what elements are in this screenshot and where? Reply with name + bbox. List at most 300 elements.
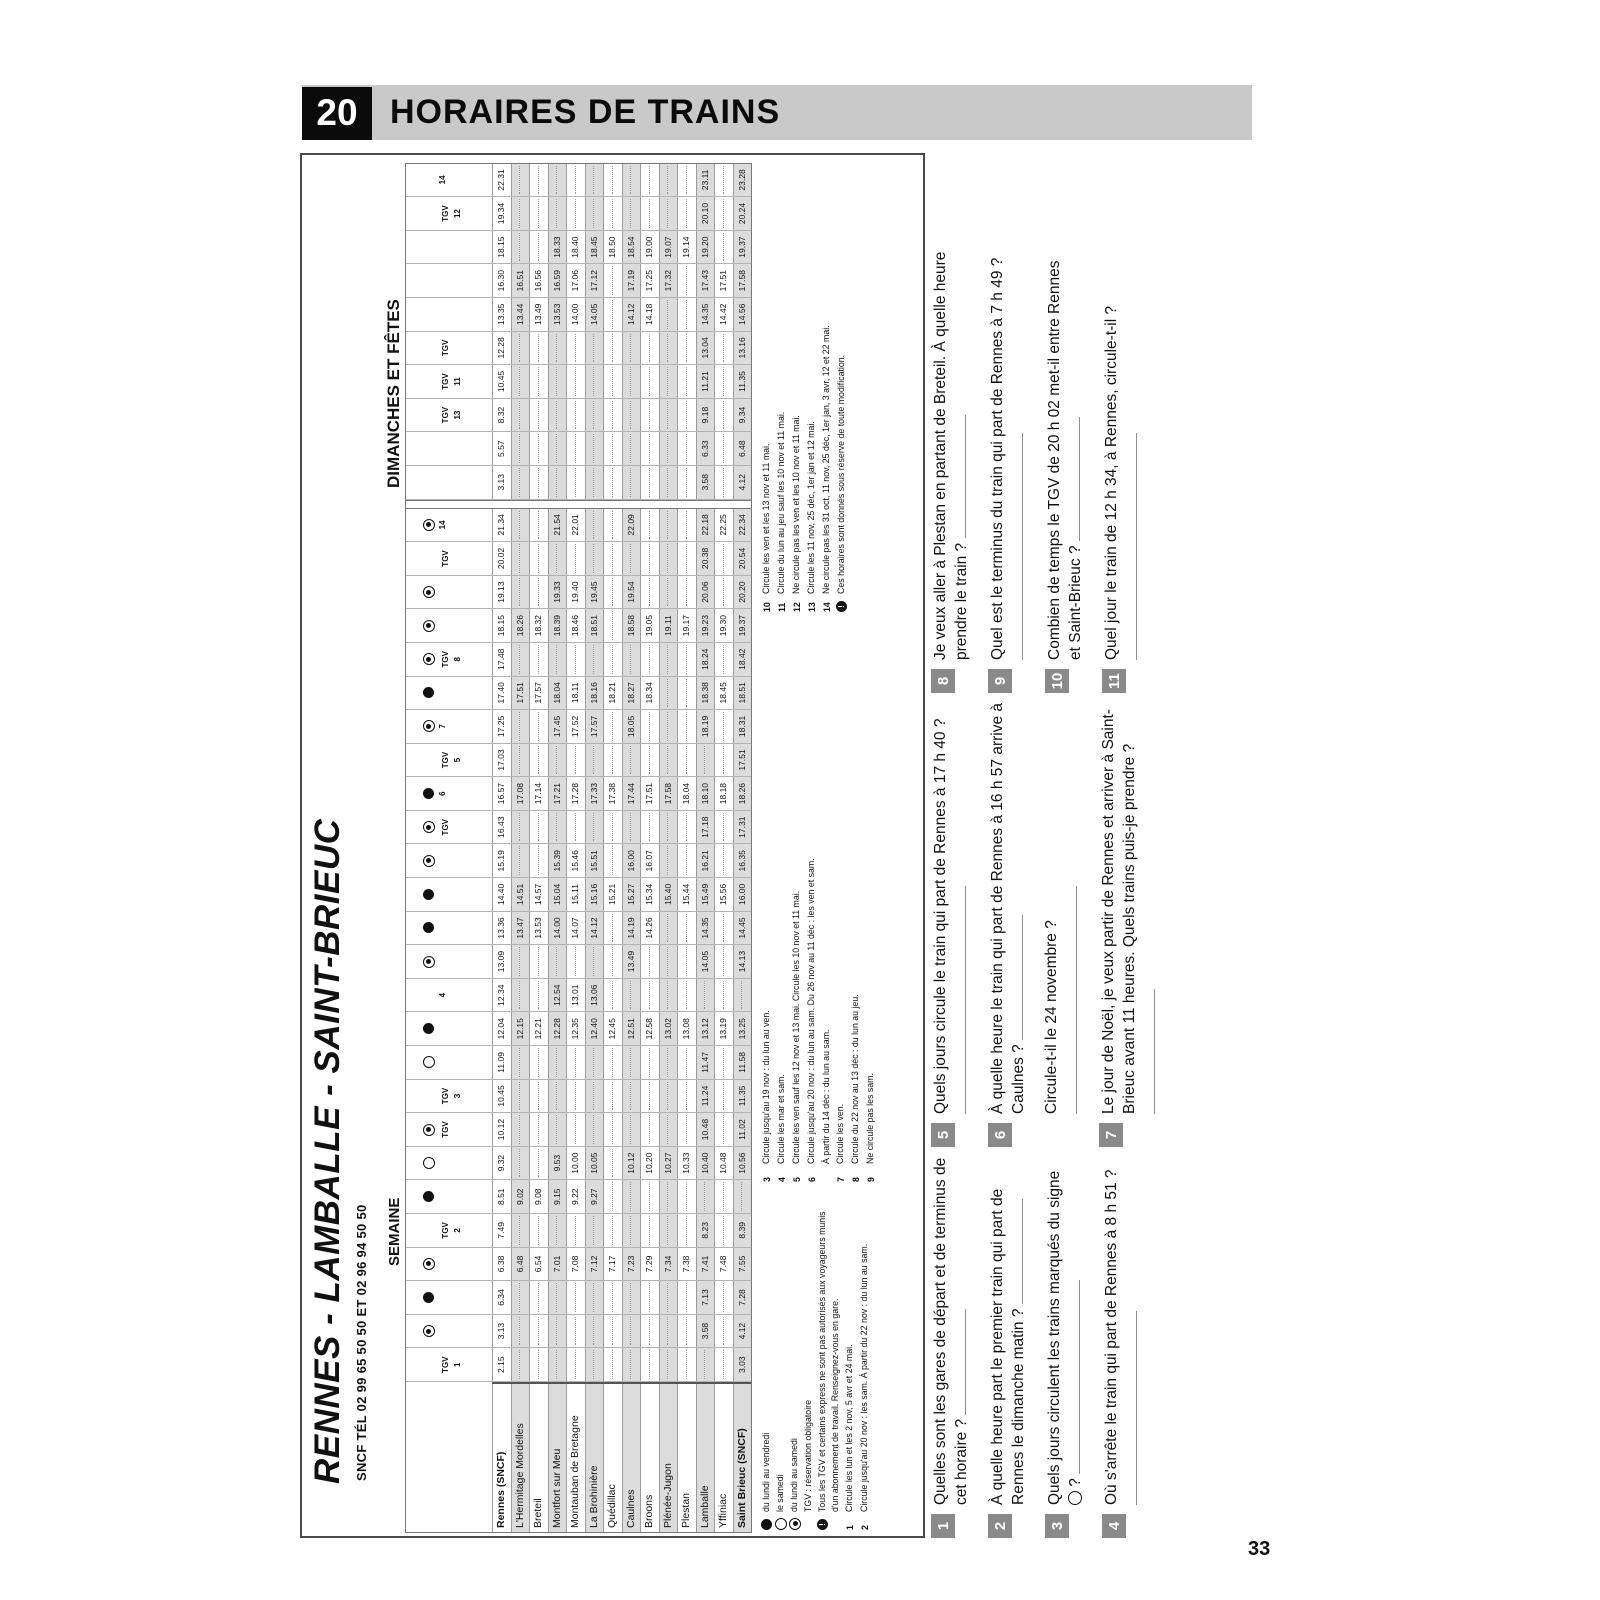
time-cell bbox=[603, 845, 622, 879]
legend-item bbox=[774, 1196, 787, 1530]
legend-text: Circule du lun au jeu sauf les 10 nov et 11 mai. bbox=[776, 411, 786, 594]
answer-line bbox=[1141, 990, 1155, 1115]
answer-line bbox=[1009, 433, 1023, 660]
column-symbol bbox=[422, 653, 435, 665]
station-name: Yffiniac bbox=[714, 1382, 733, 1532]
time-cell: 12.51 bbox=[622, 1012, 641, 1046]
question-text: Circule-t-il le 24 novembre ? bbox=[1041, 699, 1083, 1114]
time-cell bbox=[585, 1315, 604, 1349]
time-cell: 16.00 bbox=[733, 878, 752, 912]
filled-circle-icon bbox=[423, 788, 434, 799]
legend-text: Circule du 22 nov au 13 déc : du lun au jeu. bbox=[850, 994, 860, 1164]
legend-item bbox=[816, 1196, 842, 1530]
legend-item bbox=[790, 620, 804, 1182]
train-column-header bbox=[406, 332, 492, 366]
time-cell bbox=[640, 164, 659, 198]
question-item bbox=[987, 699, 1083, 1147]
time-cell: 7.55 bbox=[733, 1248, 752, 1282]
page-number: 33 bbox=[1248, 1538, 1271, 1560]
time-cell bbox=[603, 1046, 622, 1080]
time-cell: 2.15 bbox=[492, 1348, 511, 1382]
time-cell: 13.06 bbox=[585, 979, 604, 1013]
time-cell: 12.54 bbox=[548, 979, 567, 1013]
time-cell: 18.11 bbox=[566, 677, 585, 711]
legend-item bbox=[760, 160, 774, 612]
time-cell: 14.13 bbox=[733, 945, 752, 979]
filled-circle-icon bbox=[423, 1292, 434, 1303]
time-cell bbox=[548, 365, 567, 399]
time-cell bbox=[548, 811, 567, 845]
time-cell: 18.34 bbox=[640, 677, 659, 711]
time-cell: 3.03 bbox=[733, 1348, 752, 1382]
time-cell bbox=[566, 1046, 585, 1080]
time-cell bbox=[622, 979, 641, 1013]
time-cell bbox=[529, 1315, 548, 1349]
time-cell: 7.41 bbox=[696, 1248, 715, 1282]
time-cell bbox=[659, 1046, 678, 1080]
time-cell: 15.34 bbox=[640, 878, 659, 912]
time-cell: 12.45 bbox=[603, 1012, 622, 1046]
time-cell: 10.12 bbox=[492, 1113, 511, 1147]
time-cell: 3.13 bbox=[492, 466, 511, 500]
time-cell bbox=[659, 399, 678, 433]
question-item bbox=[1044, 1153, 1086, 1538]
time-cell: 18.10 bbox=[696, 777, 715, 811]
time-cell: 18.50 bbox=[603, 231, 622, 265]
time-cell: 10.45 bbox=[492, 1080, 511, 1114]
time-cell: 14.05 bbox=[696, 945, 715, 979]
legend-item bbox=[760, 1196, 773, 1530]
time-cell: 14.19 bbox=[622, 912, 641, 946]
legend-symbols bbox=[760, 1196, 873, 1530]
question-item bbox=[1098, 699, 1161, 1147]
time-cell bbox=[622, 164, 641, 198]
legend-key bbox=[760, 1512, 772, 1530]
question-body bbox=[1044, 247, 1086, 660]
time-cell bbox=[622, 643, 641, 677]
train-column-header bbox=[406, 164, 492, 198]
time-cell bbox=[677, 1315, 696, 1349]
answer-line bbox=[952, 886, 966, 1114]
question-number-badge: 11 bbox=[1102, 669, 1126, 693]
time-cell: 11.35 bbox=[733, 365, 752, 399]
time-cell: 10.56 bbox=[733, 1147, 752, 1181]
time-cell bbox=[622, 1315, 641, 1349]
question-body bbox=[1098, 699, 1161, 1114]
time-cell: 13.44 bbox=[511, 298, 530, 332]
column-footnote-number: 13 bbox=[453, 410, 462, 420]
legend-text: TGV : réservation obligatoire bbox=[803, 1400, 813, 1512]
time-cell bbox=[603, 643, 622, 677]
time-cell bbox=[566, 466, 585, 500]
question-body bbox=[987, 247, 1029, 660]
question-text: Quel est le terminus du train qui part de Rennes à 7 h 49 ? bbox=[987, 247, 1029, 660]
time-cell: 7.08 bbox=[566, 1248, 585, 1282]
question-item bbox=[987, 247, 1029, 693]
station-name: Montauban de Bretagne bbox=[566, 1382, 585, 1532]
legend-text: Circule les ven et les 13 nov et 11 mai. bbox=[761, 443, 771, 594]
time-cell bbox=[585, 509, 604, 543]
time-cell bbox=[640, 332, 659, 366]
time-cell: 11.09 bbox=[492, 1046, 511, 1080]
time-cell: 19.54 bbox=[622, 576, 641, 610]
time-cell: 7.01 bbox=[548, 1248, 567, 1282]
time-cell: 18.16 bbox=[585, 677, 604, 711]
time-cell bbox=[511, 432, 530, 466]
time-cell: 17.40 bbox=[492, 677, 511, 711]
time-cell: 7.17 bbox=[603, 1248, 622, 1282]
time-cell bbox=[696, 744, 715, 778]
time-cell bbox=[511, 945, 530, 979]
train-column-header bbox=[406, 845, 492, 879]
question-number-badge: 5 bbox=[931, 1123, 955, 1147]
time-cell: 22.25 bbox=[714, 509, 733, 543]
legend-text: Circule les lun et les 2 nov, 5 avr et 24 mai. bbox=[844, 1344, 854, 1512]
legend-item bbox=[849, 620, 863, 1182]
question-text: Quel jour le train de 12 h 34, à Rennes, circule-t-il ? bbox=[1101, 247, 1143, 660]
time-cell: 6.54 bbox=[529, 1248, 548, 1282]
legend-text: À partir du 14 déc : du lun au sam. bbox=[821, 1029, 831, 1164]
time-cell bbox=[659, 811, 678, 845]
time-cell: 18.04 bbox=[548, 677, 567, 711]
train-type-label: TGV bbox=[441, 1222, 450, 1239]
legend-text: Circule les mar et sam. bbox=[776, 1074, 786, 1164]
time-cell: 5.57 bbox=[492, 432, 511, 466]
column-footnote-number: 1 bbox=[453, 1362, 462, 1367]
time-cell: 7.48 bbox=[714, 1248, 733, 1282]
time-cell bbox=[640, 466, 659, 500]
time-cell bbox=[603, 365, 622, 399]
time-cell: 19.13 bbox=[492, 576, 511, 610]
time-cell bbox=[548, 1281, 567, 1315]
time-cell bbox=[529, 945, 548, 979]
time-cell: 19.30 bbox=[714, 609, 733, 643]
answer-line bbox=[1123, 433, 1137, 660]
time-cell bbox=[511, 231, 530, 265]
answer-line bbox=[1123, 1311, 1137, 1505]
legend-text: Ne circule pas les ven et les 10 nov et 11 mai. bbox=[791, 415, 801, 594]
bull-circle-icon bbox=[423, 1124, 435, 1136]
time-cell bbox=[714, 1214, 733, 1248]
bull-circle-icon bbox=[423, 821, 435, 833]
train-column-header bbox=[406, 1214, 492, 1248]
time-cell: 9.15 bbox=[548, 1180, 567, 1214]
bull-circle-icon bbox=[423, 1258, 435, 1270]
week-section-label: SEMAINE bbox=[386, 1197, 403, 1266]
time-cell: 10.45 bbox=[492, 365, 511, 399]
time-cell bbox=[640, 1180, 659, 1214]
time-cell bbox=[640, 432, 659, 466]
time-cell bbox=[714, 231, 733, 265]
time-cell bbox=[659, 365, 678, 399]
filled-circle-icon bbox=[423, 889, 434, 900]
time-cell: 17.51 bbox=[733, 744, 752, 778]
time-cell bbox=[733, 979, 752, 1013]
time-cell: 15.04 bbox=[548, 878, 567, 912]
time-cell: 17.18 bbox=[696, 811, 715, 845]
time-cell bbox=[548, 1113, 567, 1147]
train-type-label: TGV bbox=[441, 1356, 450, 1373]
time-cell: 7.38 bbox=[677, 1248, 696, 1282]
time-cell bbox=[529, 1281, 548, 1315]
question-item bbox=[1101, 247, 1143, 693]
train-column-header bbox=[406, 231, 492, 265]
time-cell bbox=[529, 979, 548, 1013]
chapter-header-bar bbox=[302, 85, 1252, 140]
time-cell bbox=[585, 399, 604, 433]
time-cell bbox=[640, 1214, 659, 1248]
bull-circle-icon bbox=[423, 855, 435, 867]
column-footnote-number: 5 bbox=[453, 757, 462, 763]
sunday-section-label: DIMANCHES ET FÊTES bbox=[384, 299, 403, 488]
time-cell bbox=[566, 399, 585, 433]
train-column-header bbox=[406, 399, 492, 433]
time-cell bbox=[566, 197, 585, 231]
time-cell bbox=[659, 332, 678, 366]
time-cell: 6.48 bbox=[733, 432, 752, 466]
legend-key: 11 bbox=[777, 602, 787, 612]
time-cell bbox=[529, 509, 548, 543]
time-cell: 4.12 bbox=[733, 466, 752, 500]
train-column-header bbox=[406, 1147, 492, 1181]
time-cell: 16.21 bbox=[696, 845, 715, 879]
time-cell bbox=[659, 509, 678, 543]
time-cell bbox=[511, 1348, 530, 1382]
time-cell: 12.35 bbox=[566, 1012, 585, 1046]
time-cell bbox=[566, 365, 585, 399]
time-cell bbox=[640, 1080, 659, 1114]
time-cell bbox=[548, 1315, 567, 1349]
train-column-header bbox=[406, 1248, 492, 1282]
question-text: Le jour de Noël, je veux partir de Rennes et arriver à Saint-Brieuc avant 11 heures. Quels trains puis-je prendre ? bbox=[1098, 699, 1161, 1114]
station-name: Lamballe bbox=[696, 1382, 715, 1532]
filled-circle-icon bbox=[423, 922, 434, 933]
time-cell: 13.53 bbox=[529, 912, 548, 946]
time-cell: 18.26 bbox=[733, 777, 752, 811]
legend-text: Tous les TGV et certains express ne sont pas autorisés aux voyageurs munis d'un abonnement de travail. Renseignez-vous en gare. bbox=[817, 1211, 840, 1512]
time-cell: 11.58 bbox=[733, 1046, 752, 1080]
station-name: La Brohinière bbox=[585, 1382, 604, 1532]
question-item bbox=[987, 1153, 1029, 1538]
time-cell bbox=[677, 677, 696, 711]
station-name: Breteil bbox=[529, 1382, 548, 1532]
time-cell bbox=[511, 1113, 530, 1147]
time-cell: 19.45 bbox=[585, 576, 604, 610]
time-cell: 18.42 bbox=[733, 643, 752, 677]
time-cell: 15.11 bbox=[566, 878, 585, 912]
time-cell bbox=[566, 164, 585, 198]
time-cell bbox=[566, 542, 585, 576]
legend-item bbox=[820, 160, 834, 612]
train-column-header bbox=[406, 677, 492, 711]
time-cell: 19.14 bbox=[677, 231, 696, 265]
time-cell: 14.57 bbox=[529, 878, 548, 912]
time-cell bbox=[659, 945, 678, 979]
time-cell: 12.04 bbox=[492, 1012, 511, 1046]
time-cell bbox=[622, 1281, 641, 1315]
time-cell: 7.28 bbox=[733, 1281, 752, 1315]
time-cell bbox=[659, 643, 678, 677]
station-name: Saint Brieuc (SNCF) bbox=[733, 1382, 752, 1532]
question-body bbox=[1101, 247, 1143, 660]
legend-key: 1 bbox=[845, 1525, 855, 1530]
time-cell bbox=[511, 399, 530, 433]
time-cell bbox=[622, 1180, 641, 1214]
time-cell bbox=[585, 1046, 604, 1080]
question-body bbox=[930, 1153, 972, 1505]
time-cell bbox=[511, 164, 530, 198]
timetable-panel bbox=[300, 153, 925, 1538]
answer-line bbox=[1066, 1280, 1080, 1474]
legend-key: 5 bbox=[792, 1177, 802, 1182]
time-cell bbox=[529, 231, 548, 265]
time-cell: 14.26 bbox=[640, 912, 659, 946]
legend-text: du lundi au vendredi bbox=[761, 1432, 771, 1512]
time-cell bbox=[640, 710, 659, 744]
time-cell bbox=[603, 298, 622, 332]
time-cell bbox=[714, 744, 733, 778]
legend-key bbox=[820, 1164, 821, 1182]
time-cell: 17.14 bbox=[529, 777, 548, 811]
time-cell: 19.20 bbox=[696, 231, 715, 265]
question-number-badge: 4 bbox=[1102, 1514, 1126, 1538]
timetable-subtitle: SNCF TÉL 02 99 65 50 50 ET 02 96 94 50 50 bbox=[354, 1204, 369, 1481]
time-cell bbox=[677, 509, 696, 543]
column-footnote-number: 14 bbox=[438, 175, 447, 185]
time-cell bbox=[640, 979, 659, 1013]
open-circle-icon bbox=[775, 1518, 787, 1530]
train-type-label: TGV bbox=[441, 373, 450, 390]
column-footnote-number: 3 bbox=[453, 1093, 462, 1099]
time-cell bbox=[714, 643, 733, 677]
time-cell: 19.40 bbox=[566, 576, 585, 610]
train-column-header bbox=[406, 542, 492, 576]
time-cell bbox=[585, 466, 604, 500]
time-cell: 17.25 bbox=[640, 264, 659, 298]
question-text: Je veux aller à Plestan en partant de Breteil. À quelle heure prendre le train ? bbox=[932, 251, 970, 660]
time-cell bbox=[677, 542, 696, 576]
column-symbol bbox=[422, 1325, 435, 1337]
time-cell bbox=[659, 164, 678, 198]
time-cell bbox=[714, 1113, 733, 1147]
open-circle-icon bbox=[423, 1056, 435, 1068]
time-cell bbox=[585, 945, 604, 979]
time-cell: 18.18 bbox=[714, 777, 733, 811]
time-cell bbox=[677, 576, 696, 610]
time-cell bbox=[640, 576, 659, 610]
train-column-header bbox=[406, 264, 492, 298]
time-cell bbox=[677, 643, 696, 677]
time-cell: 8.32 bbox=[492, 399, 511, 433]
train-type-label: TGV bbox=[441, 1121, 450, 1138]
time-cell bbox=[640, 399, 659, 433]
time-cell: 17.12 bbox=[585, 264, 604, 298]
time-cell bbox=[603, 264, 622, 298]
time-cell bbox=[622, 399, 641, 433]
time-cell: 6.34 bbox=[492, 1281, 511, 1315]
bull-circle-icon bbox=[423, 620, 435, 632]
time-cell: 18.04 bbox=[677, 777, 696, 811]
time-cell: 15.46 bbox=[566, 845, 585, 879]
time-cell bbox=[529, 744, 548, 778]
time-cell: 17.48 bbox=[492, 643, 511, 677]
time-cell: 8.51 bbox=[492, 1180, 511, 1214]
time-cell bbox=[529, 432, 548, 466]
time-cell bbox=[585, 744, 604, 778]
column-symbol bbox=[422, 1191, 435, 1202]
time-cell bbox=[622, 1214, 641, 1248]
time-cell: 17.58 bbox=[733, 264, 752, 298]
time-cell bbox=[566, 432, 585, 466]
column-footnote-number: 2 bbox=[453, 1228, 462, 1233]
time-cell bbox=[529, 164, 548, 198]
time-cell: 22.18 bbox=[696, 509, 715, 543]
time-cell bbox=[603, 1180, 622, 1214]
time-cell: 18.05 bbox=[622, 710, 641, 744]
time-cell bbox=[677, 1281, 696, 1315]
time-cell bbox=[659, 1180, 678, 1214]
time-cell: 13.53 bbox=[548, 298, 567, 332]
question-text: Quels jours circulent les trains marqués du signe ? bbox=[1046, 1170, 1084, 1505]
time-cell bbox=[640, 365, 659, 399]
time-cell: 17.44 bbox=[622, 777, 641, 811]
time-cell bbox=[622, 466, 641, 500]
train-column-header bbox=[406, 878, 492, 912]
column-footnote-number: 6 bbox=[438, 791, 447, 796]
time-cell: 14.00 bbox=[566, 298, 585, 332]
time-cell bbox=[603, 710, 622, 744]
column-symbol bbox=[422, 855, 435, 867]
legend-key: 8 bbox=[851, 1177, 861, 1182]
time-cell: 11.24 bbox=[696, 1080, 715, 1114]
open-circle-icon bbox=[1068, 1491, 1082, 1505]
time-cell bbox=[603, 912, 622, 946]
column-symbol bbox=[422, 1056, 435, 1068]
time-cell bbox=[603, 432, 622, 466]
time-cell bbox=[529, 399, 548, 433]
time-cell: 18.40 bbox=[566, 231, 585, 265]
legend-text: Ne circule pas les 31 oct, 11 nov, 25 déc, 1er jan, 3 avr, 12 et 22 mai. bbox=[821, 325, 831, 594]
question-column bbox=[930, 247, 1268, 699]
time-cell: 13.16 bbox=[733, 332, 752, 366]
column-symbol bbox=[422, 1292, 435, 1303]
time-cell bbox=[529, 1147, 548, 1181]
time-cell: 19.37 bbox=[733, 609, 752, 643]
time-cell bbox=[714, 365, 733, 399]
time-cell bbox=[677, 1180, 696, 1214]
question-body bbox=[1101, 1153, 1143, 1505]
time-cell bbox=[603, 1281, 622, 1315]
time-cell bbox=[529, 845, 548, 879]
legend-notes-right bbox=[760, 160, 849, 612]
time-cell: 13.35 bbox=[492, 298, 511, 332]
legend-text: du lundi au samedi bbox=[789, 1438, 799, 1512]
time-cell bbox=[529, 811, 548, 845]
bull-circle-icon bbox=[423, 586, 435, 598]
time-cell: 17.43 bbox=[696, 264, 715, 298]
time-cell: 18.15 bbox=[492, 231, 511, 265]
time-cell bbox=[677, 710, 696, 744]
question-body bbox=[987, 699, 1083, 1114]
time-cell bbox=[640, 811, 659, 845]
time-cell bbox=[659, 744, 678, 778]
time-cell: 7.23 bbox=[622, 1248, 641, 1282]
question-number-badge: 2 bbox=[988, 1514, 1012, 1538]
time-cell: 3.58 bbox=[696, 1315, 715, 1349]
time-cell: 17.58 bbox=[659, 777, 678, 811]
legend-text: Ne circule pas les sam. bbox=[865, 1073, 875, 1164]
chapter-title: HORAIRES DE TRAINS bbox=[390, 93, 781, 131]
